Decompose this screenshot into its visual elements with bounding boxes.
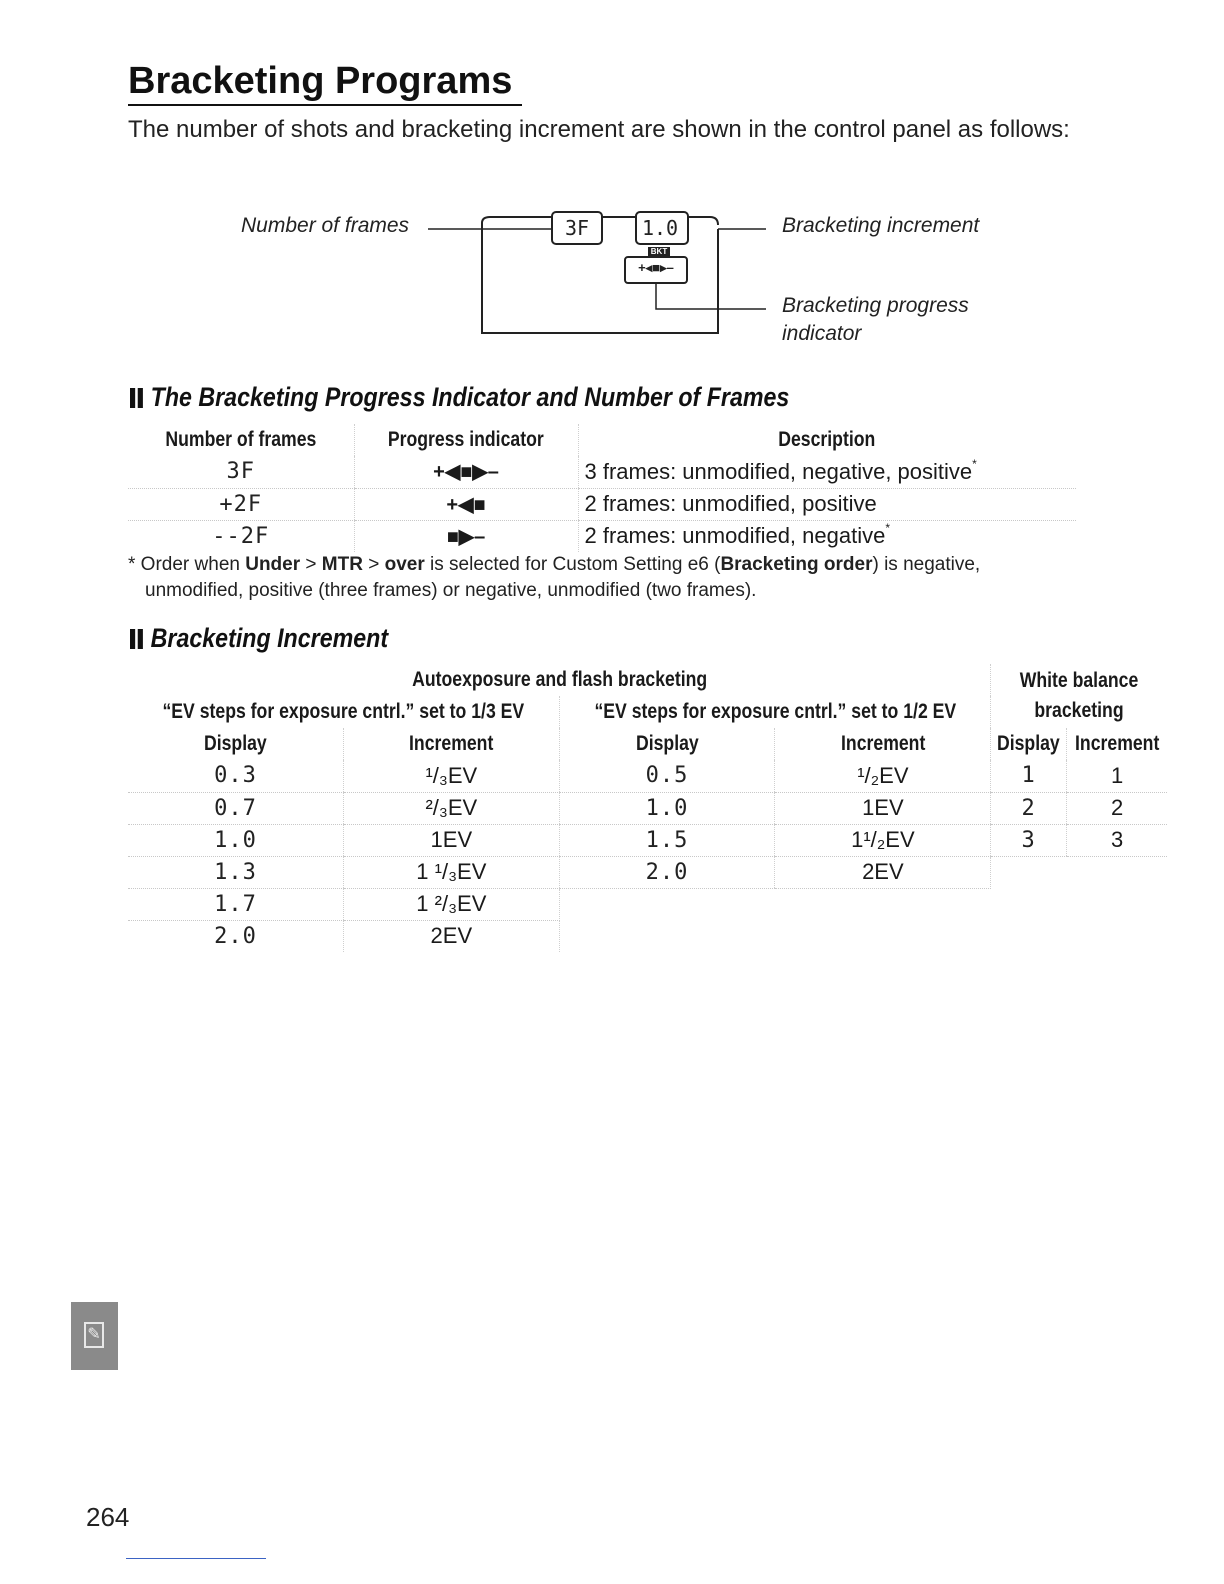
description-value: 2 frames: unmodified, negative*	[578, 520, 1076, 552]
page-number: 264	[86, 1502, 130, 1532]
increment-value: 1EV	[775, 792, 991, 824]
display-value: 3	[991, 824, 1067, 856]
header-white-balance-bracketing: White balance bracketing	[991, 664, 1168, 728]
header-increment: Increment	[344, 728, 560, 760]
frames-value: +2F	[128, 488, 354, 520]
description-value: 3 frames: unmodified, negative, positive*	[578, 456, 1076, 488]
progress-indicator-table	[128, 424, 1076, 552]
chapter-tab-marker	[71, 1302, 118, 1370]
header-display: Display	[204, 732, 267, 755]
increment-value: 2EV	[775, 856, 991, 888]
header-ae-flash-bracketing: Autoexposure and flash bracketing	[411, 668, 707, 691]
increment-value: ²/₃EV	[344, 792, 560, 824]
section-heading-progress: The Bracketing Progress Indicator and Number of Frames	[130, 382, 789, 413]
display-value: 1.0	[128, 824, 344, 856]
header-third-ev: “EV steps for exposure cntrl.” set to 1/3 EV	[162, 700, 525, 723]
header-increment: Increment	[775, 728, 991, 760]
header-description: Description	[578, 424, 1076, 456]
table-row	[128, 856, 1167, 888]
table-row	[128, 488, 1076, 520]
page-title: Bracketing Programs	[128, 58, 522, 106]
pencil-icon: ✎	[84, 1322, 104, 1348]
display-value: 0.3	[128, 760, 344, 792]
footer-link-rule	[126, 1558, 266, 1559]
display-value: 2.0	[214, 923, 257, 949]
footnote: * Order when Under > MTR > over is selected for Custom Setting e6 (Bracketing order) is negative, unmodified, positive (three frames) or negative, unmodified (two frames).	[128, 554, 981, 601]
label-number-of-frames: Number of frames	[241, 214, 410, 237]
header-display: Display	[559, 728, 775, 760]
control-panel-illustration	[420, 205, 780, 345]
frames-value: 3F	[128, 456, 354, 488]
lcd-progress: +◂■▸–	[638, 260, 674, 275]
display-value: 0.5	[559, 760, 775, 792]
increment-value: 2EV	[344, 920, 560, 952]
display-value: 1	[991, 760, 1067, 792]
header-half-ev: “EV steps for exposure cntrl.” set to 1/2 EV	[559, 696, 991, 728]
header-progress-indicator: Progress indicator	[354, 424, 578, 456]
lcd-bkt-label: BKT	[650, 247, 668, 256]
section-heading-increment: Bracketing Increment	[130, 623, 388, 654]
table-row	[128, 760, 1167, 792]
header-increment: Increment	[1066, 728, 1167, 760]
display-value: 1.0	[559, 792, 775, 824]
lcd-frames: 3F	[564, 216, 590, 240]
section-bullet-icon	[130, 629, 145, 649]
progress-indicator-value: +◀■▶–	[354, 456, 578, 488]
table-row	[128, 824, 1167, 856]
header-number-of-frames: Number of frames	[165, 428, 317, 451]
table-row	[128, 888, 1167, 920]
frames-value: --2F	[212, 523, 270, 549]
increment-value: 1 ²/₃EV	[344, 888, 560, 920]
increment-value: 1 ¹/₃EV	[344, 856, 560, 888]
bracketing-increment-table	[128, 664, 1167, 952]
increment-value: 2	[1066, 792, 1167, 824]
section-bullet-icon	[130, 388, 145, 408]
header-display: Display	[991, 728, 1067, 760]
increment-value: 1¹/₂EV	[775, 824, 991, 856]
display-value: 2.0	[559, 856, 775, 888]
increment-value: ¹/₂EV	[775, 760, 991, 792]
intro-text: The number of shots and bracketing increment are shown in the control panel as follows:	[128, 116, 1070, 143]
display-value: 1.7	[128, 888, 344, 920]
increment-value: 1	[1066, 760, 1167, 792]
display-value: 1.5	[559, 824, 775, 856]
label-bracketing-progress: Bracketing progress indicator	[782, 294, 969, 345]
increment-value: 1EV	[344, 824, 560, 856]
lcd-increment: 1.0	[641, 216, 679, 240]
table-row	[128, 520, 1076, 552]
table-row	[128, 456, 1076, 488]
display-value: 1.3	[128, 856, 344, 888]
display-value: 2	[991, 792, 1067, 824]
progress-indicator-value: +◀■	[354, 488, 578, 520]
increment-value: 3	[1066, 824, 1167, 856]
table-row	[128, 792, 1167, 824]
progress-indicator-value: ■▶–	[354, 520, 578, 552]
description-value: 2 frames: unmodified, positive	[578, 488, 1076, 520]
table-row	[128, 920, 1167, 952]
label-bracketing-increment: Bracketing increment	[782, 214, 980, 237]
increment-value: ¹/₃EV	[344, 760, 560, 792]
display-value: 0.7	[128, 792, 344, 824]
